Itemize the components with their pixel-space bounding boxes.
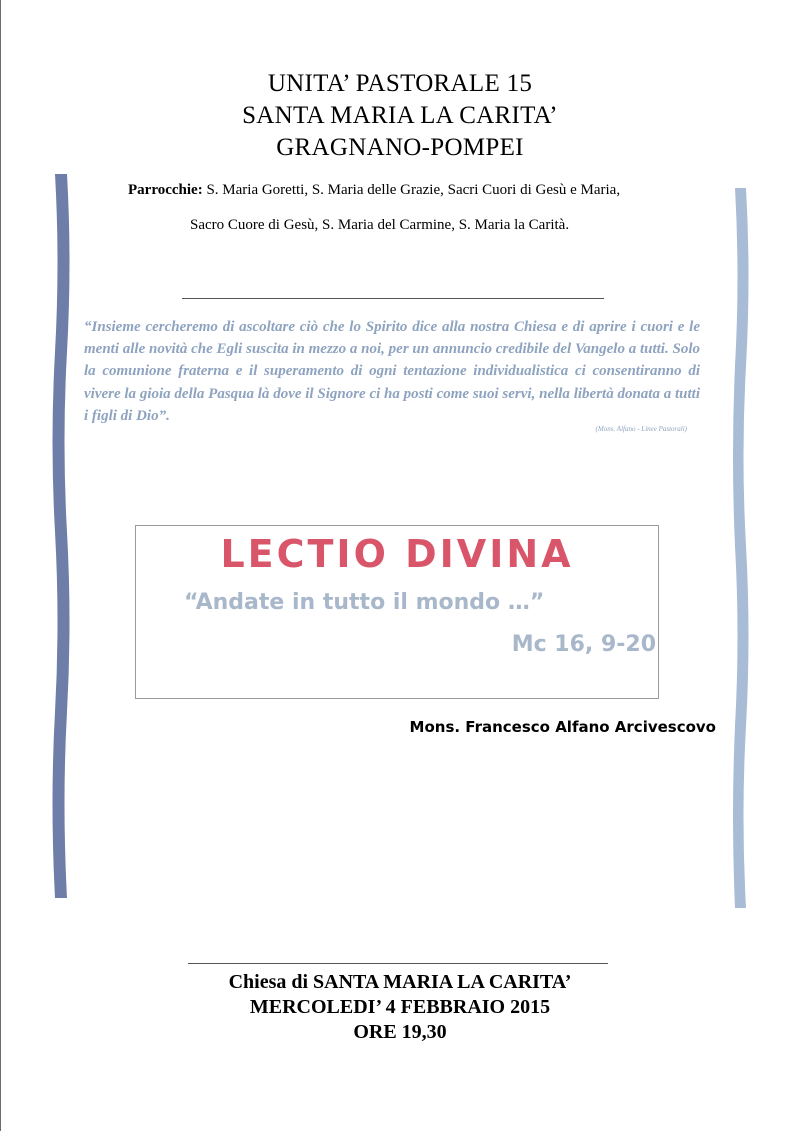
header-title-line1: UNITA’ PASTORALE 15: [267, 70, 533, 97]
parishes-line1: S. Maria Goretti, S. Maria delle Grazie, Sacri Cuori di Gesù e Maria,: [202, 182, 621, 198]
header: [0, 68, 800, 164]
parishes-line2: Sacro Cuore di Gesù, S. Maria del Carmine, S. Maria la Carità.: [190, 217, 570, 233]
event-date: MERCOLEDI’ 4 FEBBRAIO 2015: [249, 996, 551, 1018]
lectio-title: LECTIO DIVINA: [220, 532, 574, 576]
event-place: Chiesa di SANTA MARIA LA CARITA’: [228, 971, 572, 993]
lectio-subtitle: “Andate in tutto il mondo …”: [184, 590, 545, 615]
page-edge-line: [0, 0, 1, 1131]
event-divider: [188, 963, 608, 964]
scripture-reference: Mc 16, 9-20: [511, 632, 656, 657]
lectio-title-box: [135, 525, 659, 699]
header-title-line3: GRAGNANO-POMPEI: [276, 134, 524, 161]
right-decorative-bar: [731, 186, 751, 910]
event-time: ORE 19,30: [353, 1021, 447, 1043]
speaker-name: Mons. Francesco Alfano Arcivescovo: [409, 718, 716, 736]
event-details: [150, 970, 650, 1045]
parishes-label: Parrocchie:: [128, 182, 203, 198]
header-title-line2: SANTA MARIA LA CARITA’: [242, 102, 558, 129]
quote-source: (Mons. Alfano - Linee Pastorali): [595, 425, 687, 433]
parishes-list: [128, 180, 728, 235]
left-decorative-bar: [50, 172, 72, 900]
quote-divider: [182, 298, 604, 299]
pastoral-quote: “Insieme cercheremo di ascoltare ciò che lo Spirito dice alla nostra Chiesa e di aprire i cuori e le menti alle novità che Egli suscita in mezzo a noi, per un annuncio credibile del Vangelo a tutti. Solo la comunione fraterna e il superamento di ogni tentazione individualistica ci consentiranno di vivere la gioia della Pasqua là dove il Signore ci ha posti come suoi servi, nella libertà donata a tutti i figli di Dio”.: [84, 319, 700, 424]
